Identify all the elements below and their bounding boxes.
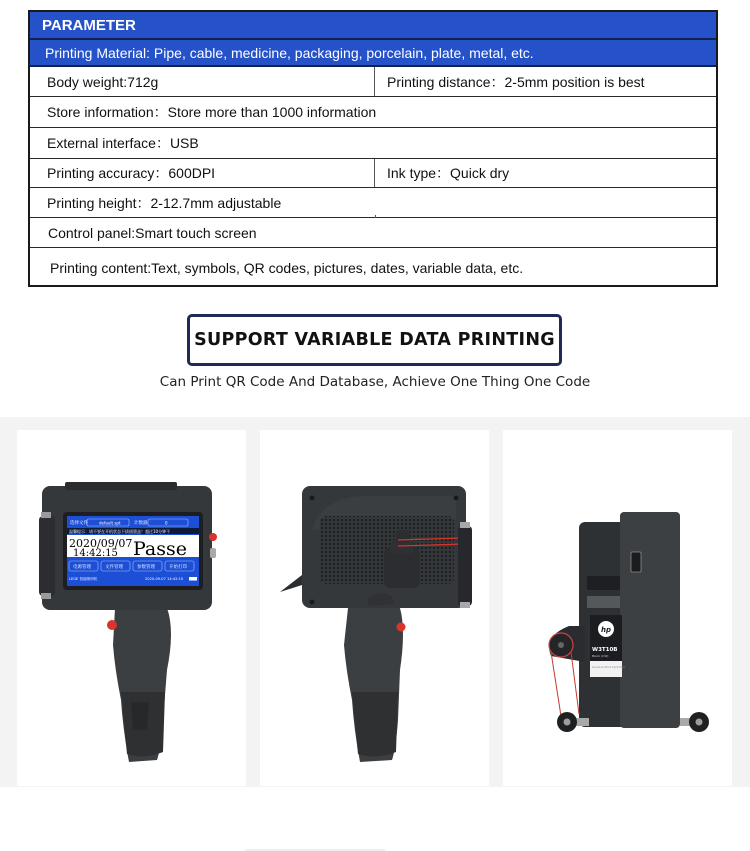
table-row-interface bbox=[30, 128, 716, 159]
svg-text:default.spt: default.spt bbox=[99, 520, 121, 526]
svg-text:2020/09/07: 2020/09/07 bbox=[69, 537, 133, 550]
svg-text:温馨提示：请不要在开机状态下拔插墨盒！超过10分钟不: 温馨提示：请不要在开机状态下拔插墨盒！超过10分钟不 bbox=[69, 529, 171, 534]
trigger-button-red bbox=[107, 620, 117, 630]
table-row-height bbox=[30, 188, 716, 218]
svg-text:电源管理: 电源管理 bbox=[73, 565, 91, 570]
svg-text:Black (CW): Black (CW) bbox=[592, 654, 609, 658]
table-title: PARAMETER bbox=[42, 16, 136, 34]
printing-accuracy-text: Printing accuracy：600DPI bbox=[30, 159, 375, 187]
svg-text:选择文件: 选择文件 bbox=[70, 521, 88, 526]
svg-text:0: 0 bbox=[165, 520, 168, 526]
table-row-material bbox=[30, 40, 716, 67]
material-text: Printing Material: Pipe, cable, medicine, packaging, porcelain, plate, metal, etc. bbox=[45, 44, 534, 61]
variable-data-banner bbox=[187, 314, 562, 366]
svg-text:14:42:15: 14:42:15 bbox=[73, 548, 118, 559]
external-interface-text: External interface：USB bbox=[47, 135, 199, 151]
svg-text:LEGE 智能喷码机: LEGE 智能喷码机 bbox=[69, 577, 98, 581]
svg-text:Passe: Passe bbox=[133, 538, 188, 560]
control-panel-text: Control panel:Smart touch screen bbox=[48, 224, 257, 241]
parameter-table bbox=[28, 10, 718, 287]
svg-text:hp: hp bbox=[601, 626, 611, 634]
svg-text:W3T10B: W3T10B bbox=[592, 647, 618, 653]
body-weight-text: Body weight:712g bbox=[30, 67, 375, 96]
product-gallery bbox=[0, 417, 750, 787]
table-row-weight-distance bbox=[30, 67, 716, 97]
usb-port-icon bbox=[631, 552, 641, 572]
printer-side-illustration bbox=[503, 430, 732, 786]
svg-text:参数管理: 参数管理 bbox=[137, 565, 155, 570]
table-row-accuracy-ink bbox=[30, 159, 716, 188]
product-image-side bbox=[503, 430, 732, 786]
table-row-control bbox=[30, 218, 716, 248]
printer-back-illustration bbox=[260, 430, 489, 786]
printer-front-illustration bbox=[17, 430, 246, 786]
table-header bbox=[30, 12, 716, 40]
printing-content-text: Printing content:Text, symbols, QR codes, pictures, dates, variable data, etc. bbox=[50, 259, 524, 276]
svg-text:Genuine Print Cartridge: Genuine Print Cartridge bbox=[592, 665, 626, 669]
printing-distance-text: Printing distance：2-5mm position is best bbox=[387, 73, 645, 90]
table-row-content bbox=[30, 248, 716, 287]
ink-type-text: Ink type：Quick dry bbox=[387, 165, 510, 181]
product-image-front bbox=[17, 430, 246, 786]
printing-height-text: Printing height：2-12.7mm adjustable bbox=[47, 194, 282, 211]
svg-text:文件管理: 文件管理 bbox=[105, 565, 123, 570]
svg-text:开始打印: 开始打印 bbox=[169, 565, 187, 570]
banner-heading: SUPPORT VARIABLE DATA PRINTING bbox=[194, 330, 555, 350]
table-row-store bbox=[30, 97, 716, 128]
svg-text:计数器: 计数器 bbox=[134, 521, 148, 526]
store-info-text: Store information：Store more than 1000 information bbox=[47, 104, 377, 120]
banner-subtitle: Can Print QR Code And Database, Achieve One Thing One Code bbox=[159, 374, 591, 390]
svg-text:2020-09-07 14:42:15: 2020-09-07 14:42:15 bbox=[145, 577, 184, 581]
product-image-back bbox=[260, 430, 489, 786]
